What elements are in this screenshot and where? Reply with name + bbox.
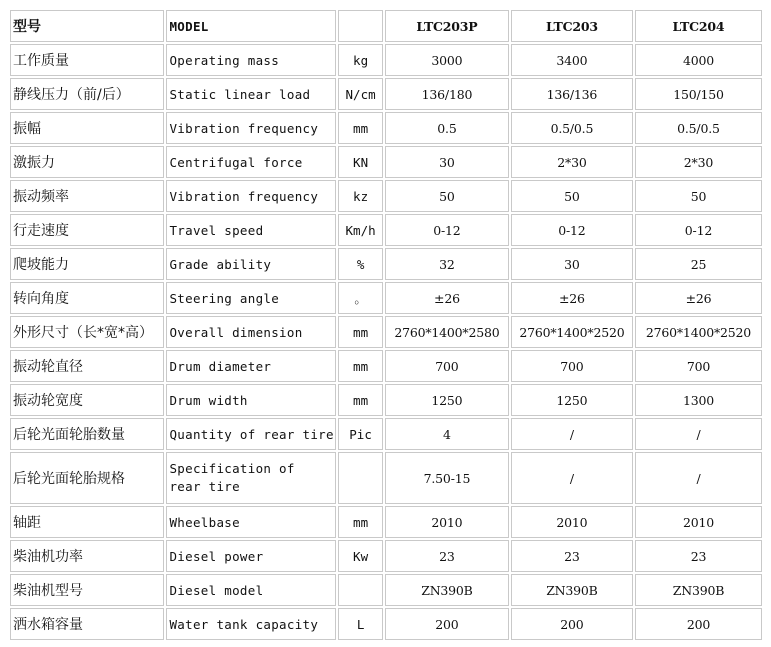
header-model-en: MODEL (166, 10, 336, 42)
spec-value-model-1: 4 (385, 418, 509, 450)
spec-value-model-1: 50 (385, 180, 509, 212)
spec-unit: kg (338, 44, 383, 76)
table-row (10, 350, 762, 382)
spec-value-model-3: 2760*1400*2520 (635, 316, 762, 348)
spec-value-model-2: 30 (511, 248, 633, 280)
spec-value-model-3: 700 (635, 350, 762, 382)
spec-value-model-3: 4000 (635, 44, 762, 76)
spec-unit: % (338, 248, 383, 280)
spec-value-model-2: 2760*1400*2520 (511, 316, 633, 348)
spec-name-en: Steering angle (166, 282, 336, 314)
spec-value-model-1: 700 (385, 350, 509, 382)
spec-value-model-2: / (511, 418, 633, 450)
spec-name-zh: 后轮光面轮胎数量 (10, 418, 164, 450)
spec-value-model-3: 1300 (635, 384, 762, 416)
table-row (10, 506, 762, 538)
spec-name-zh: 振幅 (10, 112, 164, 144)
spec-unit: mm (338, 112, 383, 144)
table-row (10, 282, 762, 314)
spec-unit: mm (338, 316, 383, 348)
table-row (10, 540, 762, 572)
spec-value-model-2: ZN390B (511, 574, 633, 606)
spec-value-model-1: 1250 (385, 384, 509, 416)
spec-value-model-1: 7.50-15 (385, 452, 509, 504)
spec-name-zh: 振动频率 (10, 180, 164, 212)
spec-name-en: Diesel power (166, 540, 336, 572)
table-row (10, 316, 762, 348)
table-row (10, 418, 762, 450)
spec-name-en: Diesel model (166, 574, 336, 606)
table-row (10, 146, 762, 178)
spec-unit (338, 574, 383, 606)
spec-name-en: Specification of rear tire (166, 452, 336, 504)
table-row (10, 574, 762, 606)
table-row (10, 214, 762, 246)
spec-value-model-1: 3000 (385, 44, 509, 76)
table-row (10, 180, 762, 212)
spec-name-en: Wheelbase (166, 506, 336, 538)
spec-value-model-1: 30 (385, 146, 509, 178)
spec-name-en: Water tank capacity (166, 608, 336, 640)
spec-name-zh: 工作质量 (10, 44, 164, 76)
spec-value-model-1: 200 (385, 608, 509, 640)
spec-value-model-3: 0.5/0.5 (635, 112, 762, 144)
spec-value-model-2: / (511, 452, 633, 504)
spec-unit (338, 452, 383, 504)
spec-value-model-1: 32 (385, 248, 509, 280)
spec-unit: Km/h (338, 214, 383, 246)
spec-value-model-1: 2760*1400*2580 (385, 316, 509, 348)
spec-value-model-3: 25 (635, 248, 762, 280)
table-row (10, 608, 762, 640)
spec-value-model-3: 2*30 (635, 146, 762, 178)
table-row (10, 452, 762, 504)
spec-name-en: Drum width (166, 384, 336, 416)
spec-name-zh: 行走速度 (10, 214, 164, 246)
spec-value-model-1: 23 (385, 540, 509, 572)
spec-unit: kz (338, 180, 383, 212)
spec-name-zh: 洒水箱容量 (10, 608, 164, 640)
spec-name-zh: 静线压力（前/后） (10, 78, 164, 110)
spec-value-model-1: 0-12 (385, 214, 509, 246)
spec-name-en: Drum diameter (166, 350, 336, 382)
header-row (10, 10, 762, 42)
spec-name-zh: 轴距 (10, 506, 164, 538)
spec-value-model-3: 23 (635, 540, 762, 572)
spec-value-model-1: 136/180 (385, 78, 509, 110)
table-row (10, 384, 762, 416)
spec-unit: N/cm (338, 78, 383, 110)
spec-value-model-3: / (635, 418, 762, 450)
spec-value-model-2: 136/136 (511, 78, 633, 110)
spec-name-zh: 爬坡能力 (10, 248, 164, 280)
spec-value-model-2: 3400 (511, 44, 633, 76)
spec-name-zh: 转向角度 (10, 282, 164, 314)
spec-table-body (10, 10, 762, 640)
spec-value-model-2: 1250 (511, 384, 633, 416)
spec-value-model-2: 200 (511, 608, 633, 640)
spec-unit: Pic (338, 418, 383, 450)
spec-unit: Kw (338, 540, 383, 572)
spec-name-en: Grade ability (166, 248, 336, 280)
spec-value-model-2: 2*30 (511, 146, 633, 178)
spec-name-zh: 柴油机型号 (10, 574, 164, 606)
spec-value-model-1: ±26 (385, 282, 509, 314)
spec-value-model-1: 0.5 (385, 112, 509, 144)
header-model-2: LTC203 (511, 10, 633, 42)
header-model-1: LTC203P (385, 10, 509, 42)
spec-value-model-1: ZN390B (385, 574, 509, 606)
table-row (10, 248, 762, 280)
spec-name-zh: 振动轮直径 (10, 350, 164, 382)
spec-name-en: Vibration frequency (166, 112, 336, 144)
spec-value-model-2: 0.5/0.5 (511, 112, 633, 144)
table-row (10, 78, 762, 110)
spec-value-model-3: 0-12 (635, 214, 762, 246)
spec-name-en: Overall dimension (166, 316, 336, 348)
spec-value-model-2: 700 (511, 350, 633, 382)
header-model-zh: 型号 (10, 10, 164, 42)
spec-unit: mm (338, 350, 383, 382)
header-model-3: LTC204 (635, 10, 762, 42)
spec-name-zh: 外形尺寸（长*宽*高） (10, 316, 164, 348)
spec-name-zh: 激振力 (10, 146, 164, 178)
spec-value-model-2: ±26 (511, 282, 633, 314)
spec-name-zh: 后轮光面轮胎规格 (10, 452, 164, 504)
spec-name-en: Travel speed (166, 214, 336, 246)
spec-name-en: Vibration frequency (166, 180, 336, 212)
spec-name-zh: 柴油机功率 (10, 540, 164, 572)
spec-name-en: Operating mass (166, 44, 336, 76)
spec-unit: KN (338, 146, 383, 178)
spec-value-model-3: 200 (635, 608, 762, 640)
spec-unit: L (338, 608, 383, 640)
spec-value-model-2: 0-12 (511, 214, 633, 246)
spec-table (8, 8, 764, 642)
table-row (10, 44, 762, 76)
spec-name-en: Centrifugal force (166, 146, 336, 178)
spec-value-model-3: 2010 (635, 506, 762, 538)
header-unit (338, 10, 383, 42)
spec-value-model-3: ±26 (635, 282, 762, 314)
spec-name-en: Static linear load (166, 78, 336, 110)
spec-value-model-3: 150/150 (635, 78, 762, 110)
spec-value-model-2: 2010 (511, 506, 633, 538)
spec-value-model-3: / (635, 452, 762, 504)
table-row (10, 112, 762, 144)
spec-unit: 。 (338, 282, 383, 314)
spec-value-model-2: 50 (511, 180, 633, 212)
spec-unit: mm (338, 384, 383, 416)
spec-unit: mm (338, 506, 383, 538)
spec-value-model-3: 50 (635, 180, 762, 212)
spec-value-model-3: ZN390B (635, 574, 762, 606)
spec-name-en: Quantity of rear tire (166, 418, 336, 450)
spec-value-model-2: 23 (511, 540, 633, 572)
spec-value-model-1: 2010 (385, 506, 509, 538)
spec-name-zh: 振动轮宽度 (10, 384, 164, 416)
